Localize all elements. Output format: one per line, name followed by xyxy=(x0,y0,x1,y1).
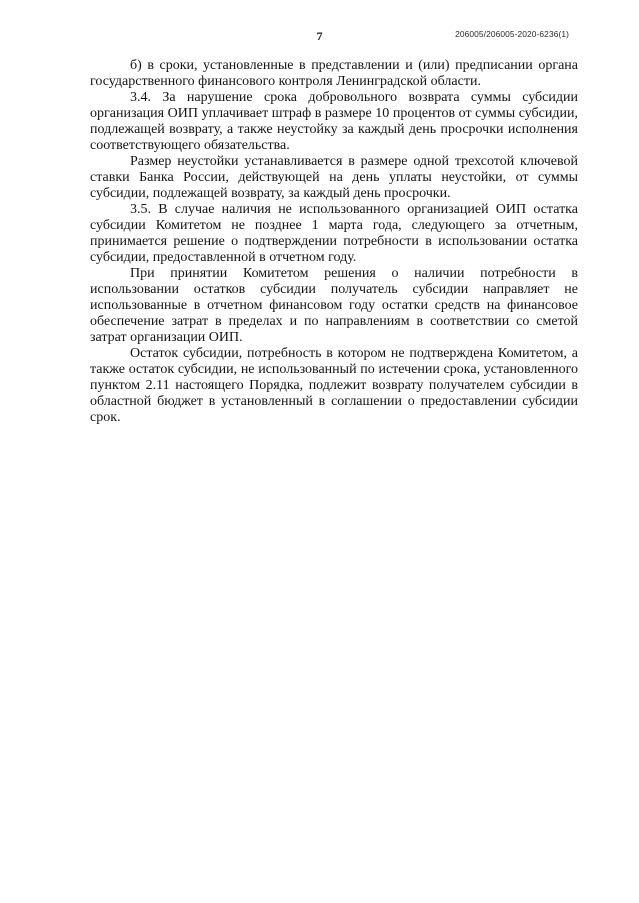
paragraph-4: 3.5. В случае наличия не использованного организацией ОИП остатка субсидии Комитетом не позднее 1 марта года, следующего за отчетным, принимается решение о подтверждении потребности в использовании остатка субсидии, предоставленной в отчетном году. xyxy=(90,202,578,265)
paragraph-3: Размер неустойки устанавливается в размере одной трехсотой ключевой ставки Банка России, действующей на день уплаты неустойки, от суммы субсидии, подлежащей возврату, за каждый день просрочки. xyxy=(90,154,578,201)
paragraph-5: При принятии Комитетом решения о наличии потребности в использовании остатков субсидии получатель субсидии направляет не использованные в отчетном финансовом году остатки средств на финансовое обеспечение затрат в пределах и по направлениям в соответствии со сметой затрат организации ОИП. xyxy=(90,266,578,345)
document-body xyxy=(90,58,578,426)
paragraph-6: Остаток субсидии, потребность в котором не подтверждена Комитетом, а также остаток субсидии, не использованный по истечении срока, установленного пунктом 2.11 настоящего Порядка, подлежит возврату получателем субсидии в областной бюджет в установленный в соглашении о предоставлении субсидии срок. xyxy=(90,346,578,425)
page-number: 7 xyxy=(316,29,323,43)
document-id: 206005/206005-2020-6236(1) xyxy=(455,29,569,39)
paragraph-1: б) в сроки, установленные в представлении и (или) предписании органа государственного финансового контроля Ленинградской области. xyxy=(90,58,578,89)
paragraph-2: 3.4. За нарушение срока добровольного возврата суммы субсидии организация ОИП уплачивает штраф в размере 10 процентов от суммы субсидии, подлежащей возврату, а также неустойку за каждый день просрочки исполнения соответствующего обязательства. xyxy=(90,90,578,153)
